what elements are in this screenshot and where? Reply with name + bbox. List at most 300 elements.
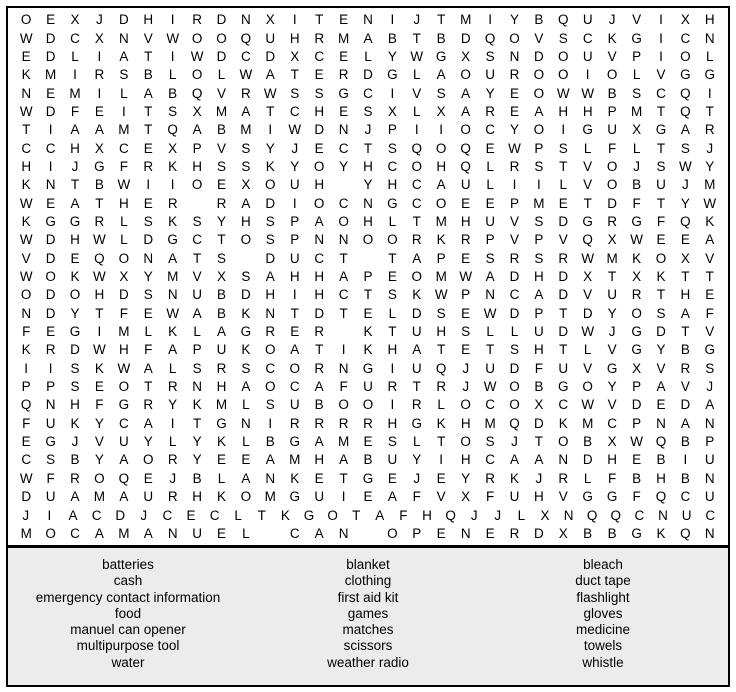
grid-letter[interactable]: M bbox=[215, 397, 228, 413]
grid-letter[interactable]: F bbox=[632, 195, 641, 211]
grid-letter[interactable]: K bbox=[21, 214, 31, 229]
grid-letter[interactable]: G bbox=[631, 342, 642, 358]
grid-letter[interactable]: G bbox=[45, 434, 56, 450]
grid-letter[interactable]: I bbox=[292, 287, 297, 303]
grid-letter[interactable]: V bbox=[705, 250, 715, 266]
grid-letter[interactable]: X bbox=[632, 122, 642, 138]
grid-letter[interactable]: Y bbox=[680, 195, 690, 211]
grid-letter[interactable]: L bbox=[242, 525, 250, 541]
grid-letter[interactable]: H bbox=[21, 158, 32, 174]
grid-letter[interactable]: F bbox=[95, 397, 104, 413]
grid-letter[interactable]: D bbox=[607, 195, 617, 211]
grid-letter[interactable]: U bbox=[192, 525, 202, 541]
grid-letter[interactable]: P bbox=[632, 48, 642, 64]
grid-letter[interactable]: N bbox=[241, 415, 251, 431]
grid-letter[interactable]: E bbox=[485, 140, 495, 156]
grid-letter[interactable]: T bbox=[95, 305, 104, 321]
grid-letter[interactable]: J bbox=[462, 360, 470, 376]
grid-letter[interactable]: N bbox=[363, 195, 373, 211]
grid-letter[interactable]: W bbox=[93, 342, 106, 358]
grid-letter[interactable]: F bbox=[607, 470, 617, 486]
grid-letter[interactable]: C bbox=[411, 195, 422, 211]
grid-letter[interactable]: A bbox=[534, 452, 544, 468]
grid-letter[interactable]: H bbox=[460, 415, 471, 431]
grid-letter[interactable]: P bbox=[632, 415, 642, 431]
grid-letter[interactable]: I bbox=[48, 122, 53, 138]
grid-letter[interactable]: X bbox=[241, 177, 251, 193]
grid-letter[interactable]: A bbox=[168, 342, 178, 358]
grid-letter[interactable]: K bbox=[705, 214, 715, 229]
grid-letter[interactable]: P bbox=[387, 122, 397, 138]
grid-letter[interactable]: X bbox=[265, 12, 275, 28]
grid-letter[interactable]: I bbox=[390, 397, 395, 413]
grid-letter[interactable]: L bbox=[559, 177, 568, 193]
grid-letter[interactable]: S bbox=[387, 140, 397, 156]
grid-letter[interactable]: O bbox=[606, 67, 618, 83]
grid-letter[interactable]: S bbox=[192, 214, 202, 229]
grid-letter[interactable]: T bbox=[363, 287, 373, 303]
grid-letter[interactable]: Q bbox=[586, 507, 598, 523]
grid-letter[interactable]: G bbox=[216, 415, 227, 431]
grid-letter[interactable]: M bbox=[582, 415, 594, 431]
grid-letter[interactable]: D bbox=[656, 324, 666, 339]
grid-letter[interactable]: W bbox=[93, 269, 106, 284]
grid-letter[interactable]: E bbox=[241, 452, 251, 468]
grid-letter[interactable]: R bbox=[167, 195, 178, 211]
grid-letter[interactable]: K bbox=[656, 269, 666, 284]
grid-letter[interactable]: T bbox=[656, 140, 666, 156]
grid-letter[interactable]: E bbox=[461, 250, 471, 266]
grid-letter[interactable]: B bbox=[70, 452, 80, 468]
grid-letter[interactable]: S bbox=[314, 85, 324, 101]
grid-letter[interactable]: U bbox=[681, 507, 692, 523]
grid-letter[interactable]: G bbox=[45, 214, 56, 229]
grid-letter[interactable]: D bbox=[265, 48, 276, 64]
grid-letter[interactable]: A bbox=[290, 342, 300, 358]
grid-letter[interactable]: I bbox=[561, 122, 566, 138]
grid-letter[interactable]: H bbox=[289, 30, 300, 46]
grid-letter[interactable]: C bbox=[607, 415, 617, 431]
grid-letter[interactable]: C bbox=[209, 507, 220, 523]
grid-letter[interactable]: Q bbox=[118, 470, 130, 486]
grid-letter[interactable]: I bbox=[73, 67, 77, 83]
grid-letter[interactable]: U bbox=[704, 489, 715, 505]
grid-letter[interactable]: A bbox=[461, 85, 471, 101]
grid-letter[interactable]: J bbox=[22, 507, 30, 523]
grid-letter[interactable]: J bbox=[71, 434, 79, 450]
grid-letter[interactable]: I bbox=[97, 48, 102, 64]
grid-letter[interactable]: A bbox=[70, 195, 80, 211]
grid-letter[interactable]: L bbox=[242, 434, 250, 450]
grid-letter[interactable]: G bbox=[631, 214, 642, 229]
grid-letter[interactable]: A bbox=[436, 67, 446, 83]
grid-letter[interactable]: H bbox=[314, 452, 325, 468]
grid-letter[interactable]: W bbox=[288, 122, 302, 138]
grid-letter[interactable]: U bbox=[289, 397, 300, 413]
grid-letter[interactable]: S bbox=[119, 67, 129, 83]
grid-letter[interactable]: V bbox=[583, 360, 593, 376]
grid-letter[interactable]: W bbox=[556, 85, 570, 101]
grid-letter[interactable]: C bbox=[162, 507, 173, 523]
grid-letter[interactable]: R bbox=[631, 287, 642, 303]
grid-letter[interactable]: B bbox=[216, 305, 226, 321]
grid-letter[interactable]: E bbox=[461, 342, 471, 358]
grid-letter[interactable]: B bbox=[363, 452, 373, 468]
grid-letter[interactable]: N bbox=[338, 525, 349, 541]
grid-letter[interactable]: J bbox=[706, 379, 714, 395]
grid-letter[interactable]: C bbox=[485, 122, 495, 138]
grid-letter[interactable]: T bbox=[437, 434, 446, 450]
grid-letter[interactable]: R bbox=[411, 397, 422, 413]
grid-letter[interactable]: Q bbox=[484, 30, 496, 46]
grid-letter[interactable]: C bbox=[70, 525, 80, 541]
grid-letter[interactable]: V bbox=[509, 232, 519, 248]
grid-letter[interactable]: I bbox=[97, 324, 102, 339]
grid-letter[interactable]: E bbox=[143, 305, 153, 321]
grid-letter[interactable]: V bbox=[534, 30, 544, 46]
grid-letter[interactable]: K bbox=[290, 470, 300, 486]
grid-letter[interactable]: D bbox=[143, 232, 154, 248]
grid-letter[interactable]: K bbox=[192, 397, 202, 413]
grid-letter[interactable]: N bbox=[241, 12, 251, 28]
grid-letter[interactable]: M bbox=[264, 489, 276, 505]
grid-letter[interactable]: E bbox=[46, 12, 56, 28]
grid-letter[interactable]: E bbox=[485, 195, 495, 211]
grid-letter[interactable]: I bbox=[585, 67, 590, 83]
grid-letter[interactable]: D bbox=[115, 507, 126, 523]
grid-letter[interactable]: R bbox=[509, 158, 520, 174]
grid-letter[interactable]: G bbox=[362, 470, 374, 486]
grid-letter[interactable]: V bbox=[94, 434, 104, 450]
grid-letter[interactable]: U bbox=[656, 177, 666, 193]
grid-letter[interactable]: Y bbox=[509, 122, 519, 138]
grid-letter[interactable]: B bbox=[314, 397, 324, 413]
grid-letter[interactable]: O bbox=[558, 48, 569, 64]
grid-letter[interactable]: I bbox=[292, 12, 297, 28]
grid-letter[interactable]: E bbox=[70, 250, 80, 266]
grid-letter[interactable]: O bbox=[118, 379, 130, 395]
grid-letter[interactable]: N bbox=[704, 525, 715, 541]
grid-letter[interactable]: A bbox=[70, 122, 80, 138]
grid-letter[interactable]: D bbox=[45, 287, 56, 303]
grid-letter[interactable]: K bbox=[558, 415, 568, 431]
grid-letter[interactable]: E bbox=[339, 103, 349, 119]
grid-letter[interactable]: A bbox=[387, 489, 397, 505]
grid-letter[interactable]: A bbox=[143, 360, 153, 376]
grid-letter[interactable]: W bbox=[239, 67, 253, 83]
grid-letter[interactable]: S bbox=[46, 452, 56, 468]
grid-letter[interactable]: D bbox=[558, 324, 569, 339]
grid-letter[interactable]: O bbox=[606, 158, 618, 174]
grid-letter[interactable]: U bbox=[411, 324, 422, 339]
grid-letter[interactable]: S bbox=[656, 305, 666, 321]
grid-letter[interactable]: B bbox=[607, 525, 617, 541]
grid-letter[interactable]: T bbox=[607, 269, 617, 284]
grid-letter[interactable]: N bbox=[192, 379, 202, 395]
grid-letter[interactable]: Y bbox=[461, 470, 471, 486]
grid-letter[interactable]: G bbox=[94, 158, 105, 174]
grid-letter[interactable]: A bbox=[314, 379, 324, 395]
grid-letter[interactable]: H bbox=[460, 214, 471, 229]
grid-letter[interactable]: G bbox=[704, 67, 716, 83]
grid-letter[interactable]: D bbox=[509, 360, 520, 376]
grid-letter[interactable]: N bbox=[167, 287, 178, 303]
grid-letter[interactable]: A bbox=[436, 177, 446, 193]
grid-letter[interactable]: P bbox=[21, 379, 31, 395]
grid-letter[interactable]: L bbox=[364, 48, 372, 64]
grid-letter[interactable]: E bbox=[290, 324, 300, 339]
grid-letter[interactable]: D bbox=[45, 250, 56, 266]
grid-letter[interactable]: B bbox=[436, 30, 446, 46]
grid-letter[interactable]: D bbox=[265, 250, 276, 266]
grid-letter[interactable]: D bbox=[534, 525, 544, 541]
grid-letter[interactable]: W bbox=[117, 177, 131, 193]
grid-letter[interactable]: E bbox=[680, 232, 690, 248]
grid-letter[interactable]: M bbox=[118, 324, 130, 339]
grid-letter[interactable]: X bbox=[558, 525, 568, 541]
grid-letter[interactable]: L bbox=[632, 140, 641, 156]
grid-letter[interactable]: I bbox=[707, 85, 712, 101]
grid-letter[interactable]: T bbox=[656, 103, 666, 119]
grid-letter[interactable]: R bbox=[241, 85, 251, 101]
grid-letter[interactable]: B bbox=[632, 177, 642, 193]
grid-letter[interactable]: P bbox=[509, 195, 519, 211]
grid-letter[interactable]: W bbox=[581, 250, 595, 266]
grid-letter[interactable]: M bbox=[118, 525, 130, 541]
grid-letter[interactable]: C bbox=[338, 140, 349, 156]
grid-letter[interactable]: W bbox=[434, 287, 448, 303]
grid-letter[interactable]: H bbox=[387, 342, 398, 358]
grid-letter[interactable]: M bbox=[460, 12, 472, 28]
grid-letter[interactable]: M bbox=[337, 30, 350, 46]
grid-letter[interactable]: Y bbox=[705, 158, 715, 174]
grid-letter[interactable]: V bbox=[192, 269, 202, 284]
grid-letter[interactable]: G bbox=[387, 195, 398, 211]
grid-letter[interactable]: I bbox=[146, 177, 151, 193]
grid-letter[interactable]: X bbox=[461, 489, 471, 505]
grid-letter[interactable]: M bbox=[704, 177, 716, 193]
grid-letter[interactable]: A bbox=[119, 48, 129, 64]
grid-letter[interactable]: E bbox=[143, 470, 153, 486]
grid-letter[interactable]: I bbox=[268, 122, 273, 138]
grid-letter[interactable]: H bbox=[70, 140, 80, 156]
grid-letter[interactable]: X bbox=[192, 103, 202, 119]
grid-letter[interactable]: H bbox=[70, 397, 80, 413]
grid-letter[interactable]: B bbox=[534, 12, 544, 28]
grid-letter[interactable]: O bbox=[460, 67, 471, 83]
grid-letter[interactable]: P bbox=[192, 342, 202, 358]
grid-letter[interactable]: S bbox=[558, 140, 568, 156]
grid-letter[interactable]: D bbox=[558, 269, 569, 284]
grid-letter[interactable]: J bbox=[364, 122, 372, 138]
grid-letter[interactable]: A bbox=[265, 269, 275, 284]
grid-letter[interactable]: W bbox=[19, 30, 33, 46]
grid-letter[interactable]: C bbox=[289, 525, 300, 541]
grid-letter[interactable]: M bbox=[435, 214, 447, 229]
grid-letter[interactable]: B bbox=[583, 525, 593, 541]
grid-letter[interactable]: J bbox=[169, 470, 177, 486]
grid-letter[interactable]: S bbox=[216, 250, 226, 266]
grid-letter[interactable]: A bbox=[339, 269, 349, 284]
grid-letter[interactable]: D bbox=[70, 342, 80, 358]
grid-letter[interactable]: T bbox=[412, 214, 421, 229]
grid-letter[interactable]: F bbox=[119, 305, 129, 321]
grid-letter[interactable]: K bbox=[363, 324, 373, 339]
grid-letter[interactable]: A bbox=[70, 489, 80, 505]
grid-letter[interactable]: N bbox=[338, 360, 349, 376]
grid-letter[interactable]: I bbox=[512, 177, 517, 193]
grid-letter[interactable]: U bbox=[558, 360, 569, 376]
grid-letter[interactable]: A bbox=[241, 379, 251, 395]
grid-letter[interactable]: J bbox=[413, 12, 421, 28]
grid-letter[interactable]: V bbox=[632, 12, 642, 28]
grid-letter[interactable]: V bbox=[607, 48, 617, 64]
grid-letter[interactable]: D bbox=[45, 232, 56, 248]
grid-letter[interactable]: I bbox=[170, 415, 175, 431]
grid-letter[interactable]: O bbox=[265, 177, 276, 193]
grid-letter[interactable]: O bbox=[411, 269, 423, 284]
grid-letter[interactable]: O bbox=[362, 397, 374, 413]
grid-letter[interactable]: R bbox=[94, 67, 105, 83]
grid-letter[interactable]: O bbox=[558, 67, 569, 83]
grid-letter[interactable]: S bbox=[632, 85, 642, 101]
grid-letter[interactable]: P bbox=[436, 250, 446, 266]
grid-letter[interactable]: W bbox=[630, 232, 643, 248]
grid-letter[interactable]: R bbox=[338, 415, 349, 431]
grid-letter[interactable]: O bbox=[265, 342, 276, 358]
grid-letter[interactable]: K bbox=[436, 232, 446, 248]
grid-letter[interactable]: X bbox=[607, 434, 617, 450]
grid-letter[interactable]: A bbox=[314, 434, 324, 450]
grid-letter[interactable]: U bbox=[509, 489, 520, 505]
grid-letter[interactable]: D bbox=[45, 30, 56, 46]
grid-letter[interactable]: K bbox=[265, 158, 275, 174]
grid-letter[interactable]: S bbox=[436, 305, 446, 321]
grid-letter[interactable]: Y bbox=[192, 434, 202, 450]
grid-letter[interactable]: R bbox=[314, 30, 325, 46]
grid-letter[interactable]: O bbox=[533, 85, 545, 101]
grid-letter[interactable]: T bbox=[257, 507, 266, 523]
grid-letter[interactable]: Q bbox=[411, 140, 423, 156]
grid-letter[interactable]: H bbox=[363, 158, 373, 174]
grid-letter[interactable]: D bbox=[314, 305, 325, 321]
grid-letter[interactable]: Y bbox=[265, 140, 275, 156]
grid-letter[interactable]: I bbox=[170, 12, 175, 28]
grid-letter[interactable]: Q bbox=[509, 415, 520, 431]
grid-letter[interactable]: W bbox=[483, 305, 497, 321]
grid-letter[interactable]: Y bbox=[363, 177, 373, 193]
grid-letter[interactable]: R bbox=[387, 379, 398, 395]
grid-letter[interactable]: U bbox=[216, 342, 227, 358]
grid-letter[interactable]: X bbox=[583, 269, 593, 284]
grid-letter[interactable]: O bbox=[460, 434, 471, 450]
grid-letter[interactable]: Y bbox=[339, 158, 349, 174]
grid-letter[interactable]: E bbox=[656, 397, 666, 413]
grid-letter[interactable]: X bbox=[632, 269, 642, 284]
grid-letter[interactable]: A bbox=[94, 525, 104, 541]
grid-letter[interactable]: G bbox=[411, 415, 423, 431]
grid-letter[interactable]: G bbox=[558, 379, 569, 395]
grid-letter[interactable]: U bbox=[485, 214, 495, 229]
grid-letter[interactable]: Q bbox=[680, 103, 691, 119]
grid-letter[interactable]: N bbox=[460, 525, 471, 541]
grid-letter[interactable]: G bbox=[631, 324, 642, 339]
grid-letter[interactable]: B bbox=[168, 85, 178, 101]
grid-letter[interactable]: A bbox=[705, 232, 715, 248]
grid-letter[interactable]: D bbox=[45, 48, 56, 64]
grid-letter[interactable]: V bbox=[436, 489, 446, 505]
grid-letter[interactable]: W bbox=[508, 140, 521, 156]
grid-letter[interactable]: O bbox=[69, 287, 81, 303]
grid-letter[interactable]: T bbox=[388, 324, 397, 339]
grid-letter[interactable]: B bbox=[265, 434, 275, 450]
grid-letter[interactable]: G bbox=[387, 67, 398, 83]
grid-letter[interactable]: K bbox=[216, 434, 226, 450]
grid-letter[interactable]: P bbox=[363, 269, 373, 284]
grid-letter[interactable]: O bbox=[118, 250, 130, 266]
grid-letter[interactable]: O bbox=[411, 158, 423, 174]
grid-letter[interactable]: M bbox=[484, 415, 496, 431]
grid-letter[interactable]: B bbox=[387, 30, 397, 46]
grid-letter[interactable]: O bbox=[509, 379, 520, 395]
grid-letter[interactable]: L bbox=[510, 324, 519, 339]
grid-letter[interactable]: Y bbox=[143, 269, 153, 284]
grid-letter[interactable]: O bbox=[533, 122, 545, 138]
grid-letter[interactable]: O bbox=[191, 177, 203, 193]
grid-letter[interactable]: U bbox=[485, 360, 495, 376]
grid-letter[interactable]: G bbox=[606, 489, 618, 505]
grid-letter[interactable]: I bbox=[390, 85, 395, 101]
grid-letter[interactable]: S bbox=[265, 232, 275, 248]
grid-letter[interactable]: O bbox=[240, 489, 252, 505]
grid-letter[interactable]: O bbox=[460, 122, 471, 138]
grid-letter[interactable]: L bbox=[583, 342, 592, 358]
grid-letter[interactable]: T bbox=[656, 195, 666, 211]
grid-letter[interactable]: Q bbox=[460, 140, 471, 156]
grid-letter[interactable]: J bbox=[140, 507, 148, 523]
grid-letter[interactable]: X bbox=[680, 12, 690, 28]
grid-letter[interactable]: M bbox=[289, 452, 301, 468]
grid-letter[interactable]: A bbox=[119, 452, 129, 468]
grid-letter[interactable]: O bbox=[362, 232, 374, 248]
grid-letter[interactable]: C bbox=[21, 140, 32, 156]
grid-letter[interactable]: Y bbox=[192, 452, 202, 468]
grid-letter[interactable]: O bbox=[509, 30, 520, 46]
grid-letter[interactable]: D bbox=[241, 287, 251, 303]
grid-letter[interactable]: R bbox=[167, 379, 178, 395]
grid-letter[interactable]: L bbox=[71, 48, 79, 64]
grid-letter[interactable]: U bbox=[607, 122, 617, 138]
grid-letter[interactable]: E bbox=[314, 140, 324, 156]
grid-letter[interactable]: U bbox=[289, 177, 300, 193]
grid-letter[interactable]: O bbox=[313, 158, 325, 174]
grid-letter[interactable]: H bbox=[656, 470, 666, 486]
grid-letter[interactable]: L bbox=[234, 507, 242, 523]
grid-letter[interactable]: S bbox=[534, 214, 544, 229]
grid-letter[interactable]: U bbox=[45, 415, 56, 431]
grid-letter[interactable]: I bbox=[659, 48, 663, 64]
grid-letter[interactable]: D bbox=[558, 287, 569, 303]
grid-letter[interactable]: Y bbox=[607, 379, 617, 395]
grid-letter[interactable]: C bbox=[314, 48, 325, 64]
grid-letter[interactable]: U bbox=[534, 324, 544, 339]
grid-letter[interactable]: T bbox=[266, 103, 275, 119]
grid-letter[interactable]: V bbox=[558, 489, 568, 505]
grid-letter[interactable]: X bbox=[70, 12, 80, 28]
grid-letter[interactable]: M bbox=[240, 122, 252, 138]
grid-letter[interactable]: T bbox=[144, 103, 153, 119]
grid-letter[interactable]: F bbox=[144, 342, 153, 358]
